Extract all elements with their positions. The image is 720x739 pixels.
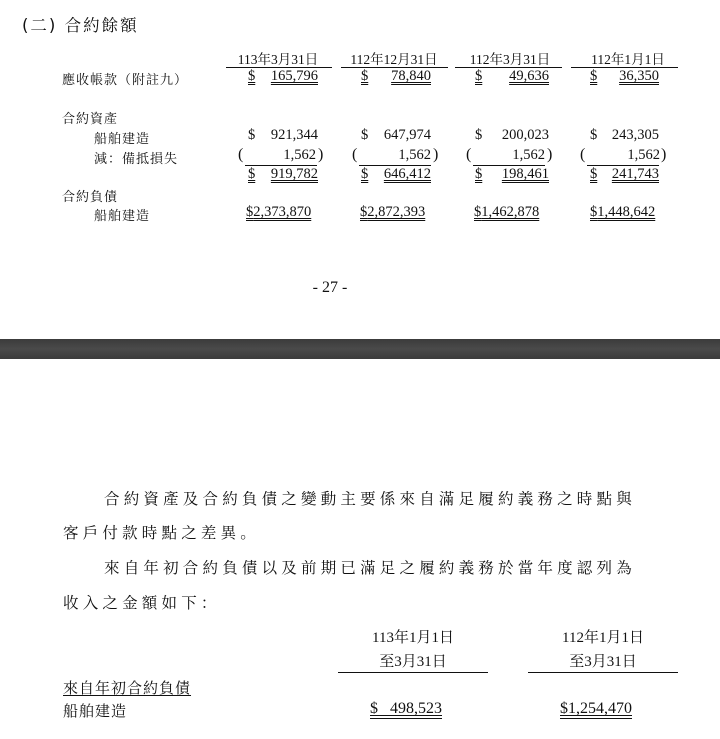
allowance-value: 1,562 <box>283 147 316 163</box>
currency-symbol: $ <box>590 166 598 182</box>
column-header: 至3月31日 <box>569 654 637 670</box>
currency-symbol: $ <box>248 68 256 84</box>
column-header: 112年1月1日 <box>562 630 644 646</box>
column-header: 112年1月1日 <box>591 52 665 67</box>
paren-close: ) <box>547 146 553 163</box>
currency-symbol: $ <box>475 68 483 84</box>
contract-asset-value: 921,344 <box>270 127 318 143</box>
paren-open: ( <box>580 146 586 163</box>
recognized-value-1: $1,254,470 <box>560 700 632 717</box>
net-value: 198,461 <box>501 166 549 182</box>
currency-symbol: $ <box>475 166 483 182</box>
column-header: 113年1月1日 <box>372 630 454 646</box>
contract-liabilities-heading: 合約負債 <box>62 190 119 205</box>
contract-assets-heading: 合約資產 <box>62 112 119 127</box>
contract-asset-value: 200,023 <box>501 127 549 143</box>
net-value: 241,743 <box>611 166 659 182</box>
receivables-value: 165,796 <box>270 68 318 84</box>
paragraph-1-line-1: 合約資產及合約負債之變動主要係來自滿足履約義務之時點與 <box>104 490 636 508</box>
net-value: 646,412 <box>383 166 431 182</box>
currency-symbol: $ <box>248 166 256 182</box>
currency-symbol: $ <box>248 127 256 143</box>
column-header: 至3月31日 <box>379 654 447 670</box>
allowance-value: 1,562 <box>512 147 545 163</box>
currency-symbol: $ <box>361 127 369 143</box>
row-label: 船舶建造 <box>63 702 128 720</box>
row-heading: 來自年初合約負債 <box>63 679 192 697</box>
allowance-label: 減：備抵損失 <box>94 152 179 167</box>
column-header: 112年12月31日 <box>350 52 438 67</box>
liability-value-1: $2,872,393 <box>360 204 426 220</box>
paragraph-2-line-2: 收入之金額如下： <box>63 594 221 612</box>
receivables-value: 49,636 <box>509 68 549 84</box>
paren-open: ( <box>352 146 358 163</box>
currency-symbol: $ <box>590 68 598 84</box>
allowance-value: 1,562 <box>398 147 431 163</box>
liability-value-2: $1,462,878 <box>474 204 540 220</box>
ship-construction-label: 船舶建造 <box>94 132 151 147</box>
recognized-value-0: $ 498,523 <box>370 700 442 717</box>
paren-open: ( <box>466 146 472 163</box>
receivables-label: 應收帳款（附註九） <box>62 73 189 88</box>
paren-close: ) <box>661 146 667 163</box>
allowance-value: 1,562 <box>627 147 660 163</box>
page-number: - 27 - <box>312 279 348 296</box>
paragraph-1-line-2: 客戶付款時點之差異。 <box>63 524 261 542</box>
liability-value-0: $2,373,870 <box>246 204 312 220</box>
currency-symbol: $ <box>361 68 369 84</box>
currency-symbol: $ <box>590 127 598 143</box>
column-header: 113年3月31日 <box>237 52 319 67</box>
currency-symbol: $ <box>475 127 483 143</box>
section-title: (二) 合約餘額 <box>22 16 139 35</box>
contract-asset-value: 243,305 <box>611 127 659 143</box>
paren-open: ( <box>238 146 244 163</box>
liability-value-3: $1,448,642 <box>590 204 656 220</box>
column-header: 112年3月31日 <box>469 52 551 67</box>
paren-close: ) <box>318 146 324 163</box>
receivables-value: 78,840 <box>391 68 431 84</box>
ship-construction-label: 船舶建造 <box>94 209 151 224</box>
receivables-value: 36,350 <box>619 68 659 84</box>
net-value: 919,782 <box>270 166 318 182</box>
page-divider <box>0 339 720 359</box>
contract-asset-value: 647,974 <box>383 127 431 143</box>
paren-close: ) <box>433 146 439 163</box>
currency-symbol: $ <box>361 166 369 182</box>
paragraph-2-line-1: 來自年初合約負債以及前期已滿足之履約義務於當年度認列為 <box>104 559 636 577</box>
